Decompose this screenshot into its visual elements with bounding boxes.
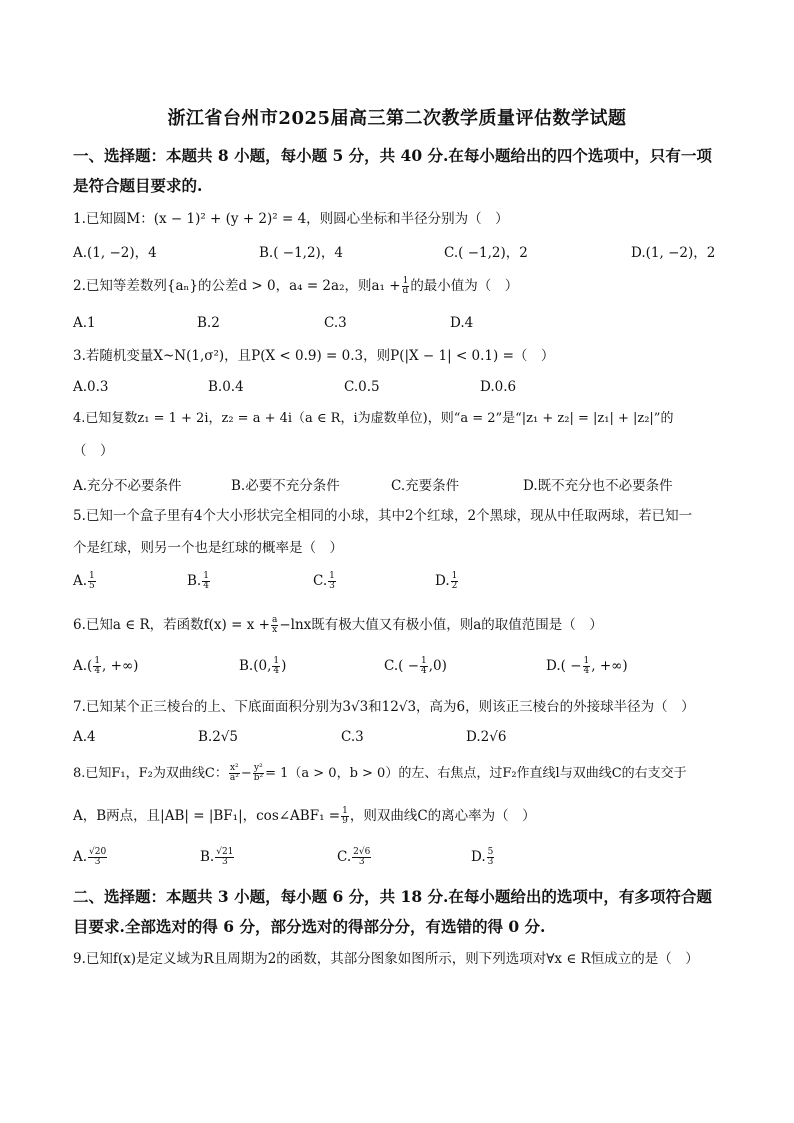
frac-denominator: 2 [451,581,458,591]
q8-option-c-fraction [352,848,371,867]
q8-stem1-part-b: = 1（a > 0，b > 0）的左、右焦点，过F₂作直线l与双曲线C的右支交于 [265,766,687,781]
q5-option-a[interactable] [73,572,97,591]
q8-stem2-part-b: ，则双曲线C的离心率为（ ） [349,808,536,824]
q5-option-a-fraction [88,572,96,591]
exam-title: 浙江省台州市2025届高三第二次教学质量评估数学试题 [167,108,627,129]
q6-option-d[interactable] [546,657,628,676]
q8-option-d-prefix: D. [471,849,486,865]
frac-denominator: 4 [421,666,427,676]
frac-numerator: a [271,615,278,625]
frac-numerator: 1 [342,806,348,816]
q5-stem-line1: 5.已知一个盒子里有4个大小形状完全相同的小球，其中2个红球，2个黑球，现从中任取两球，若已知一 [73,508,693,524]
q5-option-b[interactable] [187,572,211,591]
frac-numerator: 1 [203,571,209,581]
q1-stem: 1.已知圆M：(x − 1)² + (y + 2)² = 4，则圆心坐标和半径分别为（ ） [73,211,509,227]
frac-numerator: y² [254,763,263,773]
section1-heading [73,141,723,201]
q8-stem1-minus: − [240,766,252,781]
q4-option-d[interactable]: D.既不充分也不必要条件 [523,478,673,494]
section1-line1: 一、选择题：本题共 8 小题，每小题 5 分，共 40 分.在每小题给出的四个选项中，只有一项 [73,146,712,165]
q3-stem: 3.若随机变量X~N(1,σ²)，且P(X < 0.9) = 0.3，则P(|X − 1| < 0.1) =（ ） [73,348,555,364]
q2-frac-numerator: 1 [402,276,409,286]
frac-denominator: 3 [329,581,335,591]
section2-heading [73,882,723,942]
q5-option-a-prefix: A. [73,573,88,589]
q3-option-c[interactable]: C.0.5 [344,379,380,395]
q9-stem: 9.已知f(x)是定义域为R且周期为2的函数，其部分图象如图所示，则下列选项对∀x ∈ R恒成立的是（ ） [73,951,699,967]
q8-option-c-prefix: C. [337,849,352,865]
q4-option-a[interactable]: A.充分不必要条件 [73,478,182,494]
q6-option-a[interactable] [73,657,138,676]
q6-option-a-fraction [93,657,101,676]
q2-option-a[interactable]: A.1 [73,315,96,331]
q8-option-d[interactable] [471,848,495,867]
q6-option-c-post: ,0) [428,658,447,674]
q6-stem-part-a: 6.已知a ∈ R，若函数f(x) = x + [73,617,270,633]
q8-stem1-part-a: 8.已知F₁，F₂为双曲线C： [73,766,228,781]
q5-option-d-prefix: D. [435,573,450,589]
q2-options [73,315,723,337]
q6-option-d-pre: D.( − [546,658,582,674]
q4-stem-line2: （ ） [73,443,114,459]
q7-option-c[interactable]: C.3 [341,729,364,745]
frac-denominator: a² [229,773,239,783]
q2-stem [73,276,723,296]
q2-fraction [402,277,410,296]
frac-numerator: 5 [487,847,494,857]
frac-denominator: b² [253,773,264,783]
q4-option-b[interactable]: B.必要不充分条件 [231,478,340,494]
frac-numerator: √21 [216,847,234,857]
q5-option-d[interactable] [435,572,459,591]
q2-option-d[interactable]: D.4 [450,315,474,331]
q5-option-c-prefix: C. [313,573,328,589]
frac-numerator: x² [229,763,239,773]
q5-option-c[interactable] [313,572,337,591]
q6-option-d-post: , +∞) [591,658,628,674]
q5-options [73,572,723,594]
q7-option-a[interactable]: A.4 [73,729,96,745]
q6-option-c-fraction [420,657,428,676]
q5-option-b-prefix: B. [187,573,202,589]
q6-stem [73,615,723,635]
q7-option-d[interactable]: D.2√6 [466,729,507,745]
q8-fraction-cos [341,807,349,826]
frac-denominator: 3 [358,857,365,867]
q6-option-d-fraction [583,657,591,676]
frac-denominator: 3 [94,857,101,867]
q5-option-d-fraction [451,572,459,591]
frac-numerator: 1 [273,656,280,666]
frac-numerator: 1 [583,656,590,666]
q8-options [73,848,723,870]
frac-denominator: 4 [583,666,590,676]
q8-option-b[interactable] [200,848,235,867]
q2-option-b[interactable]: B.2 [197,315,220,331]
frac-numerator: 1 [329,571,335,581]
q6-option-b-fraction [272,657,280,676]
q8-fraction-x [229,764,240,783]
q2-stem-part-a: 2.已知等差数列{aₙ}的公差d > 0，a₄ = 2a₂，则a₁ + [73,278,401,294]
frac-numerator: 1 [94,656,101,666]
q6-option-b-post: ) [281,658,287,674]
q6-option-c[interactable] [384,657,447,676]
frac-numerator: 2√6 [353,847,371,857]
q5-option-c-fraction [328,572,336,591]
q3-option-a[interactable]: A.0.3 [73,379,109,395]
frac-denominator: 5 [89,581,95,591]
q8-option-a[interactable] [73,848,108,867]
frac-denominator: x [272,625,278,635]
q8-option-d-fraction [487,848,495,867]
q3-option-b[interactable]: B.0.4 [208,379,244,395]
q7-stem: 7.已知某个正三棱台的上、下底面面积分别为3√3和12√3，高为6，则该正三棱台的外接球半径为（ ） [73,699,695,715]
q1-option-d[interactable]: D.(1, −2)，2 [631,245,716,261]
q2-frac-denominator: d [402,286,409,296]
q6-option-b-pre: B.(0, [239,658,272,674]
q6-option-a-pre: A.( [73,658,93,674]
q8-option-c[interactable] [337,848,372,867]
section2-line2: 目要求.全部选对的得 6 分，部分选对的得部分分，有选错的得 0 分. [73,917,546,936]
q6-options [73,657,723,679]
q8-option-b-fraction [215,848,234,867]
q8-option-b-prefix: B. [200,849,215,865]
frac-denominator: 3 [221,857,228,867]
q4-stem-line1: 4.已知复数z₁ = 1 + 2i，z₂ = a + 4i（a ∈ R，i为虚数单位)，则“a = 2”是“|z₁ + z₂| = |z₁| + |z₂|”的 [73,411,674,426]
q8-fraction-y [253,764,264,783]
frac-numerator: 1 [89,571,95,581]
frac-numerator: 1 [421,656,427,666]
q1-options [73,241,723,263]
q2-stem-part-b: 的最小值为（ ） [410,278,519,294]
q8-stem-line1 [73,764,723,784]
q8-stem2-part-a: A，B两点，且|AB| = |BF₁|，cos∠ABF₁ = [73,808,341,824]
q3-options [73,379,723,401]
section2-line1: 二、选择题：本题共 3 小题，每小题 6 分，共 18 分.在每小题给出的选项中，有多项符合题 [73,887,712,906]
q2-option-c[interactable]: C.3 [324,315,347,331]
q6-option-b[interactable] [239,657,286,676]
q7-options [73,729,723,751]
frac-denominator: 9 [342,816,348,826]
frac-numerator: 1 [451,571,458,581]
q6-stem-part-b: −lnx既有极大值又有极小值，则a的取值范围是（ ） [279,617,603,633]
q1-option-b[interactable]: B.( −1,2)，4 [259,245,343,261]
q8-stem-line2 [73,806,723,826]
q7-option-b[interactable]: B.2√5 [198,729,238,745]
q4-option-c[interactable]: C.充要条件 [391,478,460,494]
frac-denominator: 4 [203,581,209,591]
frac-denominator: 4 [273,666,280,676]
frac-denominator: 4 [94,666,101,676]
q3-option-d[interactable]: D.0.6 [480,379,517,395]
q8-option-a-fraction [88,848,107,867]
section1-line2: 是符合题目要求的. [73,176,203,195]
q1-option-a[interactable]: A.(1, −2)，4 [73,245,157,261]
q5-stem-line2: 个是红球，则另一个也是红球的概率是（ ） [73,540,343,556]
q6-option-c-pre: C.( − [384,658,420,674]
frac-numerator: √20 [89,847,107,857]
frac-denominator: 3 [487,857,494,867]
q4-options [73,474,723,496]
q8-option-a-prefix: A. [73,849,88,865]
q5-option-b-fraction [202,572,210,591]
q6-option-a-post: , +∞) [102,658,139,674]
q6-fraction [271,616,278,635]
q1-option-c[interactable]: C.( −1,2)，2 [444,245,528,261]
